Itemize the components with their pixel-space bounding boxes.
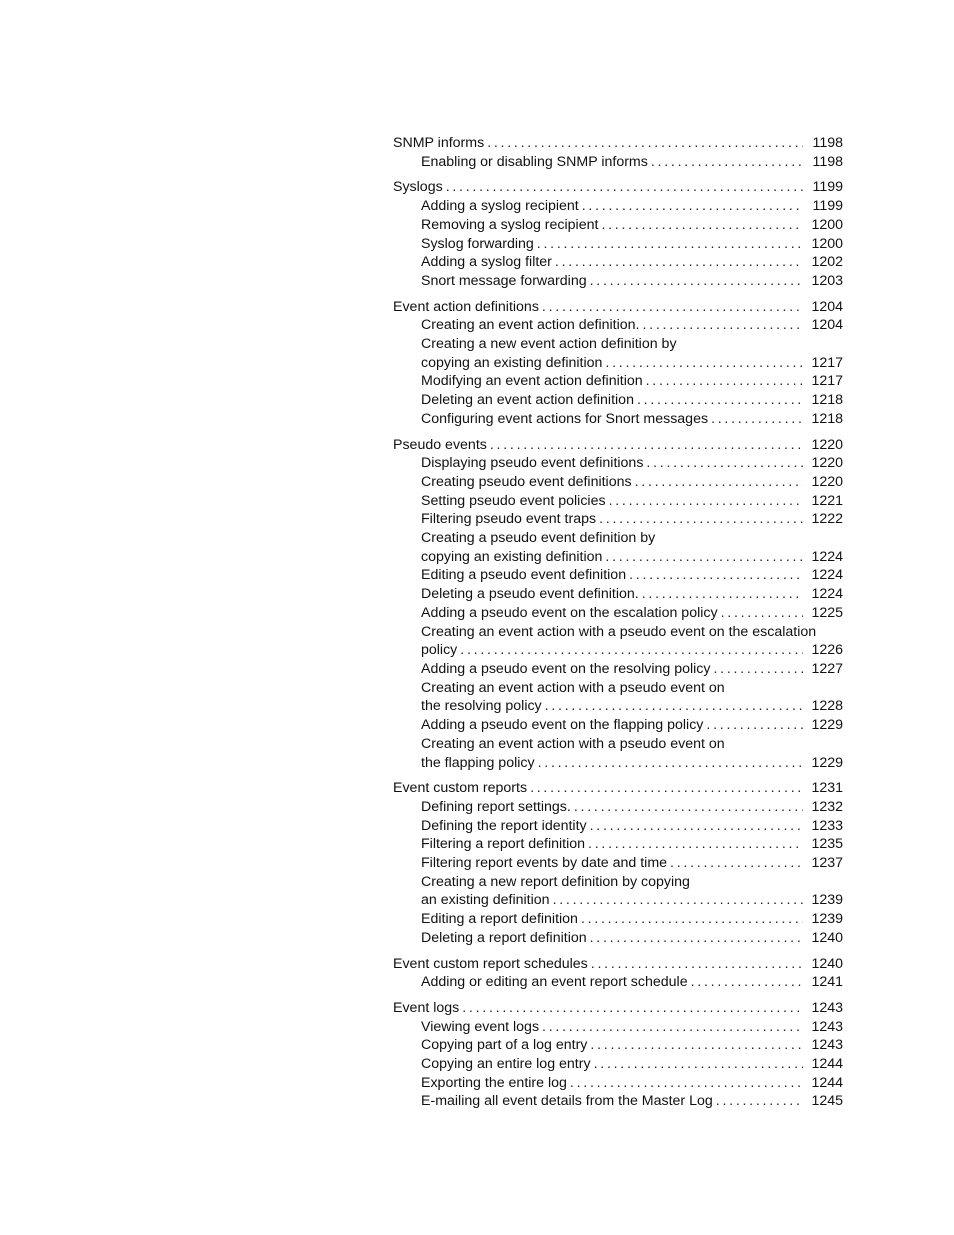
dot-leader bbox=[570, 1074, 803, 1093]
toc-subentry[interactable] bbox=[393, 492, 843, 511]
toc-section bbox=[393, 178, 843, 290]
dot-leader bbox=[590, 817, 803, 836]
dot-leader bbox=[706, 716, 803, 735]
toc-subentry-title: Adding a syslog recipient bbox=[421, 198, 579, 215]
toc-subentry[interactable] bbox=[393, 316, 843, 335]
toc-subentry-title: Creating a new report definition by copying bbox=[421, 873, 690, 890]
dot-leader bbox=[538, 754, 803, 773]
toc-entry[interactable] bbox=[393, 134, 843, 153]
page-number: 1204 bbox=[811, 317, 843, 334]
page-number: 1245 bbox=[811, 1093, 843, 1110]
dot-leader bbox=[537, 235, 803, 254]
page-number: 1218 bbox=[811, 410, 843, 427]
toc-subentry-title: an existing definition bbox=[421, 892, 550, 909]
page-number: 1237 bbox=[811, 855, 843, 872]
page-number: 1229 bbox=[811, 754, 843, 771]
toc-subentry[interactable] bbox=[393, 510, 843, 529]
toc-subentry[interactable] bbox=[393, 660, 843, 679]
toc-subentry[interactable] bbox=[393, 372, 843, 391]
toc-subentry-title: copying an existing definition bbox=[421, 354, 603, 371]
toc-subentry[interactable] bbox=[393, 216, 843, 235]
toc-entry[interactable] bbox=[393, 779, 843, 798]
dot-leader bbox=[588, 835, 803, 854]
toc-subentry[interactable] bbox=[393, 1074, 843, 1093]
page-number: 1233 bbox=[811, 817, 843, 834]
page-number: 1243 bbox=[811, 1037, 843, 1054]
page-number: 1227 bbox=[811, 660, 843, 677]
toc-subentry[interactable] bbox=[393, 1018, 843, 1037]
page-number: 1199 bbox=[812, 179, 843, 196]
page-number: 1244 bbox=[811, 1074, 843, 1091]
toc-subentry-title: Viewing event logs bbox=[421, 1018, 540, 1035]
toc-subentry-title: Deleting a report definition bbox=[421, 929, 587, 946]
toc-subentry[interactable] bbox=[393, 735, 843, 754]
toc-subentry[interactable] bbox=[393, 585, 843, 604]
toc-entry-title: Event custom report schedules bbox=[393, 955, 588, 972]
toc-subentry-title: Defining report settings. bbox=[421, 798, 571, 815]
toc-entry[interactable] bbox=[393, 436, 843, 455]
page-number: 1231 bbox=[811, 780, 843, 797]
toc-subentry[interactable] bbox=[393, 335, 843, 354]
dot-leader bbox=[716, 1092, 803, 1111]
toc-subentry-title: Creating pseudo event definitions bbox=[421, 473, 632, 490]
dot-leader bbox=[542, 1018, 803, 1037]
page-number: 1220 bbox=[811, 436, 843, 453]
page-number: 1224 bbox=[811, 548, 843, 565]
page-number: 1220 bbox=[811, 455, 843, 472]
toc-entry[interactable] bbox=[393, 298, 843, 317]
page-number: 1200 bbox=[811, 235, 843, 252]
page-number: 1217 bbox=[811, 354, 843, 371]
dot-leader bbox=[651, 153, 803, 172]
toc-section bbox=[393, 955, 843, 992]
toc-subentry[interactable] bbox=[393, 929, 843, 948]
toc-subentry-title: Displaying pseudo event definitions bbox=[421, 455, 644, 472]
toc-subentry-title: Configuring event actions for Snort messages bbox=[421, 410, 709, 427]
toc-subentry[interactable] bbox=[393, 716, 843, 735]
page-number: 1217 bbox=[811, 373, 843, 390]
toc-subentry-title: the resolving policy bbox=[421, 698, 542, 715]
toc-subentry[interactable] bbox=[393, 604, 843, 623]
toc-subentry[interactable] bbox=[393, 754, 843, 773]
toc-subentry-title: Creating an event action with a pseudo event on bbox=[421, 679, 725, 696]
toc-section bbox=[393, 779, 843, 947]
dot-leader bbox=[711, 410, 803, 429]
dot-leader bbox=[605, 354, 803, 373]
dot-leader bbox=[670, 854, 803, 873]
dot-leader bbox=[487, 134, 803, 153]
toc-subentry-title: copying an existing definition bbox=[421, 548, 603, 565]
dot-leader bbox=[691, 973, 803, 992]
toc-subentry-title: Filtering a report definition bbox=[421, 836, 586, 853]
toc-subentry-title: Removing a syslog recipient bbox=[421, 216, 599, 233]
page-number: 1239 bbox=[811, 892, 843, 909]
dot-leader bbox=[462, 999, 803, 1018]
toc-subentry-title: Creating a pseudo event definition by bbox=[421, 530, 656, 547]
dot-leader bbox=[599, 510, 803, 529]
page-number: 1228 bbox=[811, 698, 843, 715]
toc-entry-title: Event custom reports bbox=[393, 780, 528, 797]
toc-subentry-title: Snort message forwarding bbox=[421, 272, 587, 289]
page-number: 1244 bbox=[811, 1056, 843, 1073]
dot-leader bbox=[605, 548, 803, 567]
toc-subentry[interactable] bbox=[393, 197, 843, 216]
toc-entry-title: Event logs bbox=[393, 999, 460, 1016]
toc-subentry-title: Editing a pseudo event definition bbox=[421, 567, 627, 584]
page-number: 1203 bbox=[811, 272, 843, 289]
toc-subentry-title: Modifying an event action definition bbox=[421, 373, 643, 390]
toc-entry-title: Event action definitions bbox=[393, 298, 539, 315]
dot-leader bbox=[646, 454, 803, 473]
page-number: 1224 bbox=[811, 586, 843, 603]
toc-subentry[interactable] bbox=[393, 253, 843, 272]
dot-leader bbox=[581, 910, 803, 929]
dot-leader bbox=[590, 1036, 803, 1055]
toc-subentry[interactable] bbox=[393, 1055, 843, 1074]
toc-subentry-title: Creating an event action definition. bbox=[421, 317, 640, 334]
page-number: 1222 bbox=[811, 511, 843, 528]
toc-subentry[interactable] bbox=[393, 153, 843, 172]
toc-subentry-title: Filtering report events by date and time bbox=[421, 855, 668, 872]
dot-leader bbox=[545, 697, 803, 716]
page-number: 1229 bbox=[811, 717, 843, 734]
toc-subentry[interactable] bbox=[393, 410, 843, 429]
dot-leader bbox=[637, 391, 803, 410]
toc-subentry-title: Copying part of a log entry bbox=[421, 1037, 588, 1054]
toc-subentry-title: Creating an event action with a pseudo event on bbox=[421, 735, 725, 752]
dot-leader bbox=[590, 272, 803, 291]
dot-leader bbox=[646, 372, 803, 391]
toc-subentry-title: Setting pseudo event policies bbox=[421, 492, 606, 509]
dot-leader bbox=[591, 955, 803, 974]
page-number: 1243 bbox=[811, 1018, 843, 1035]
toc-subentry-title: Deleting an event action definition bbox=[421, 392, 634, 409]
toc-section bbox=[393, 298, 843, 429]
toc-subentry-title: Adding or editing an event report schedule bbox=[421, 974, 688, 991]
toc-subentry-title: Enabling or disabling SNMP informs bbox=[421, 153, 648, 170]
toc-entry-title: SNMP informs bbox=[393, 135, 485, 151]
page-number: 1221 bbox=[811, 492, 843, 509]
dot-leader bbox=[553, 891, 803, 910]
toc-subentry-title: Creating a new event action definition by bbox=[421, 336, 677, 353]
toc-subentry[interactable] bbox=[393, 391, 843, 410]
page-number: 1235 bbox=[811, 836, 843, 853]
toc-subentry-title: Syslog forwarding bbox=[421, 235, 534, 252]
toc-subentry[interactable] bbox=[393, 891, 843, 910]
toc-subentry-title: Exporting the entire log bbox=[421, 1074, 567, 1091]
dot-leader bbox=[721, 604, 803, 623]
page-number: 1240 bbox=[811, 929, 843, 946]
page-number: 1224 bbox=[811, 567, 843, 584]
toc-subentry-title: Adding a syslog filter bbox=[421, 254, 552, 271]
toc-subentry[interactable] bbox=[393, 354, 843, 373]
toc-subentry-title: policy bbox=[421, 642, 458, 659]
dot-leader bbox=[590, 929, 803, 948]
toc-subentry[interactable] bbox=[393, 623, 843, 642]
page-number: 1202 bbox=[811, 254, 843, 271]
table-of-contents bbox=[393, 134, 843, 1118]
toc-subentry-title: Adding a pseudo event on the flapping policy bbox=[421, 717, 704, 734]
toc-subentry-title: Defining the report identity bbox=[421, 817, 587, 834]
page-number: 1232 bbox=[811, 798, 843, 815]
dot-leader bbox=[555, 253, 803, 272]
toc-subentry[interactable] bbox=[393, 798, 843, 817]
page-number: 1239 bbox=[811, 911, 843, 928]
toc-subentry-title: Copying an entire log entry bbox=[421, 1056, 591, 1073]
toc-subentry[interactable] bbox=[393, 272, 843, 291]
dot-leader bbox=[642, 585, 803, 604]
dot-leader bbox=[490, 436, 803, 455]
toc-subentry[interactable] bbox=[393, 235, 843, 254]
toc-entry-title: Syslogs bbox=[393, 179, 443, 196]
page-number: 1198 bbox=[812, 135, 843, 151]
toc-entry[interactable] bbox=[393, 999, 843, 1018]
toc-subentry[interactable] bbox=[393, 641, 843, 660]
dot-leader bbox=[629, 566, 803, 585]
page-number: 1225 bbox=[811, 604, 843, 621]
toc-subentry[interactable] bbox=[393, 679, 843, 698]
toc-subentry[interactable] bbox=[393, 454, 843, 473]
toc-subentry[interactable] bbox=[393, 473, 843, 492]
toc-subentry[interactable] bbox=[393, 973, 843, 992]
toc-subentry[interactable] bbox=[393, 566, 843, 585]
toc-subentry[interactable] bbox=[393, 548, 843, 567]
page-number: 1243 bbox=[811, 999, 843, 1016]
page-number: 1240 bbox=[811, 955, 843, 972]
toc-subentry-title: Adding a pseudo event on the resolving policy bbox=[421, 660, 711, 677]
toc-subentry[interactable] bbox=[393, 835, 843, 854]
page-number: 1199 bbox=[812, 198, 843, 215]
toc-subentry-title: E-mailing all event details from the Master Log bbox=[421, 1093, 713, 1110]
toc-subentry-title: Creating an event action with a pseudo event on the escalation bbox=[421, 623, 817, 640]
toc-subentry[interactable] bbox=[393, 1092, 843, 1111]
toc-subentry[interactable] bbox=[393, 910, 843, 929]
page-number: 1226 bbox=[811, 642, 843, 659]
toc-subentry-title: Deleting a pseudo event definition. bbox=[421, 586, 639, 603]
toc-subentry[interactable] bbox=[393, 697, 843, 716]
page-number: 1204 bbox=[811, 298, 843, 315]
dot-leader bbox=[594, 1055, 803, 1074]
toc-subentry-title: Editing a report definition bbox=[421, 911, 578, 928]
toc-subentry[interactable] bbox=[393, 817, 843, 836]
toc-subentry[interactable] bbox=[393, 873, 843, 892]
toc-entry[interactable] bbox=[393, 178, 843, 197]
toc-subentry[interactable] bbox=[393, 854, 843, 873]
toc-subentry[interactable] bbox=[393, 1036, 843, 1055]
page-number: 1200 bbox=[811, 216, 843, 233]
toc-subentry[interactable] bbox=[393, 529, 843, 548]
dot-leader bbox=[609, 492, 803, 511]
dot-leader bbox=[542, 298, 803, 317]
dot-leader bbox=[642, 316, 803, 335]
toc-section bbox=[393, 999, 843, 1111]
dot-leader bbox=[601, 216, 803, 235]
dot-leader bbox=[446, 178, 803, 197]
toc-subentry-title: Filtering pseudo event traps bbox=[421, 511, 597, 528]
dot-leader bbox=[460, 641, 803, 660]
toc-subentry-title: Adding a pseudo event on the escalation policy bbox=[421, 604, 718, 621]
dot-leader bbox=[574, 798, 803, 817]
dot-leader bbox=[713, 660, 803, 679]
page-number: 1220 bbox=[811, 473, 843, 490]
dot-leader bbox=[635, 473, 803, 492]
page-number: 1198 bbox=[812, 153, 843, 170]
toc-entry[interactable] bbox=[393, 955, 843, 974]
toc-section bbox=[393, 134, 843, 171]
toc-subentry-title: the flapping policy bbox=[421, 754, 535, 771]
dot-leader bbox=[530, 779, 803, 798]
page-number: 1218 bbox=[811, 392, 843, 409]
page-number: 1241 bbox=[811, 974, 843, 991]
toc-section bbox=[393, 436, 843, 773]
dot-leader bbox=[582, 197, 803, 216]
toc-entry-title: Pseudo events bbox=[393, 436, 487, 453]
